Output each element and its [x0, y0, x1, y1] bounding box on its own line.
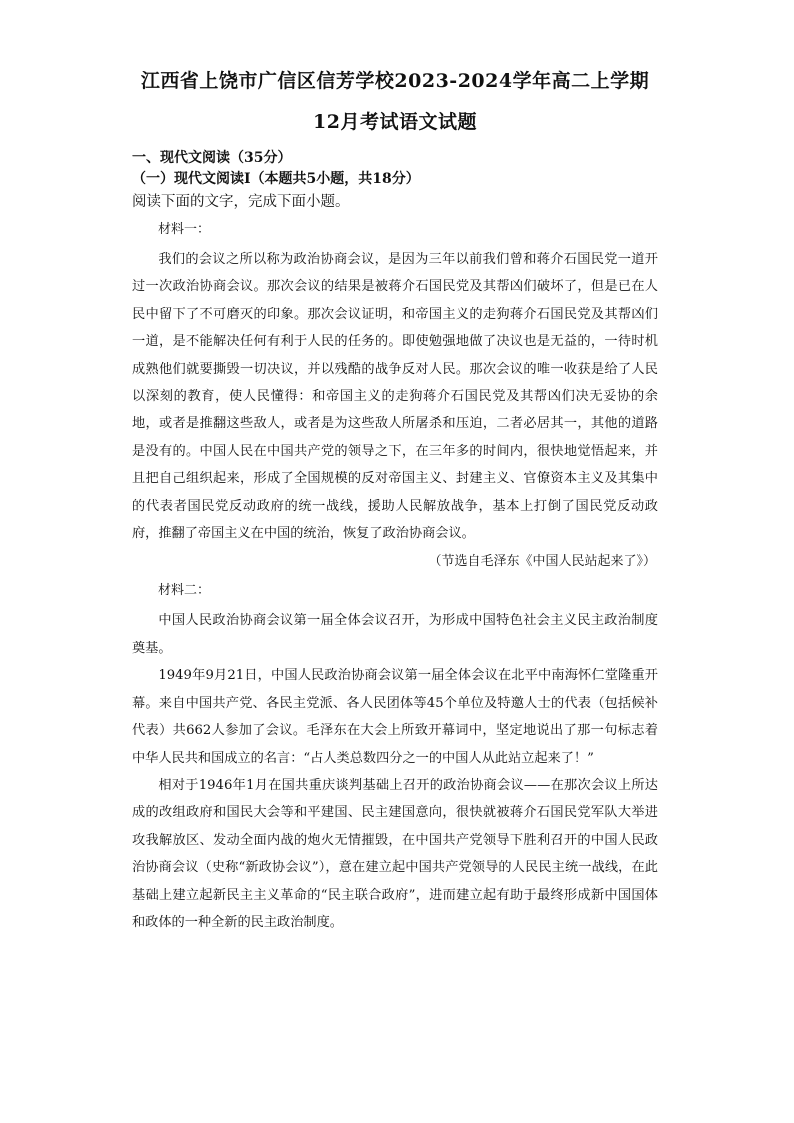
- material1-label: 材料一：: [158, 222, 211, 237]
- material2-paragraph-2: 1949年9月21日，中国人民政治协商会议第一届全体会议在北平中南海怀仁堂隆重开幕。来自中国共产党、各民主党派、各人民团体等45个单位及特邀人士的代表（包括候补代表）共662人参加了会议。毛泽东在大会上所致开幕词中，坚定地说出了那一句标志着中华人民共和国成立的名言：“占人类总数四分之一的中国人从此站立起来了！”: [132, 668, 658, 766]
- material1-paragraph: 我们的会议之所以称为政治协商会议，是因为三年以前我们曾和蒋介石国民党一道开过一次政治协商会议。那次会议的结果是被蒋介石国民党及其帮凶们破坏了，但是已在人民中留下了不可磨灭的印象。那次会议证明，和帝国主义的走狗蒋介石国民党及其帮凶们一道，是不能解决任何有利于人民的任务的。即使勉强地做了决议也是无益的，一待时机成熟他们就要撕毁一切决议，并以残酷的战争反对人民。那次会议的唯一收获是给了人民以深刻的教育，使人民懂得：和帝国主义的走狗蒋介石国民党及其帮凶们决无妥协的余地，或者是推翻这些敌人，或者是为这些敌人所屠杀和压迫，二者必居其一，其他的道路是没有的。中国人民在中国共产党的领导之下，在三年多的时间内，很快地觉悟起来，并且把自己组织起来，形成了全国规模的反对帝国主义、封建主义、官僚资本主义及其集中的代表者国民党反动政府的统一战线，援助人民解放战争，基本上打倒了国民党反动政府，推翻了帝国主义在中国的统治，恢复了政治协商会议。: [132, 252, 658, 542]
- material2-label: 材料二：: [158, 583, 211, 599]
- title-line-2: 12月考试语文试题: [313, 111, 477, 133]
- subsection-heading: （一）现代文阅读Ⅰ（本题共5小题，共18分）: [132, 171, 420, 187]
- material2-paragraph-1: 中国人民政治协商会议第一届全体会议召开，为形成中国特色社会主义民主政治制度奠基。: [132, 613, 658, 656]
- material2-paragraph-3: 相对于1946年1月在国共重庆谈判基础上召开的政治协商会议——在那次会议上所达成的改组政府和国民大会等和平建国、民主建国意向，很快就被蒋介石国民党军队大举进攻我解放区、发动全面内战的炮火无情摧毁，在中国共产党领导下胜利召开的中国人民政治协商会议（史称“新政协会议”），意在建立起中国共产党领导的人民民主统一战线，在此基础上建立起新民主主义革命的“民主联合政府”，进而建立起有助于最终形成新中国国体和政体的一种全新的民主政治制度。: [132, 777, 658, 930]
- section-heading: 一、现代文阅读（35分）: [132, 150, 292, 166]
- reading-instruction: 阅读下面的文字，完成下面小题。: [132, 194, 350, 210]
- material1-source: （节选自毛泽东《中国人民站起来了》）: [428, 554, 656, 570]
- title-line-1: 江西省上饶市广信区信芳学校2023-2024学年高二上学期: [140, 70, 650, 92]
